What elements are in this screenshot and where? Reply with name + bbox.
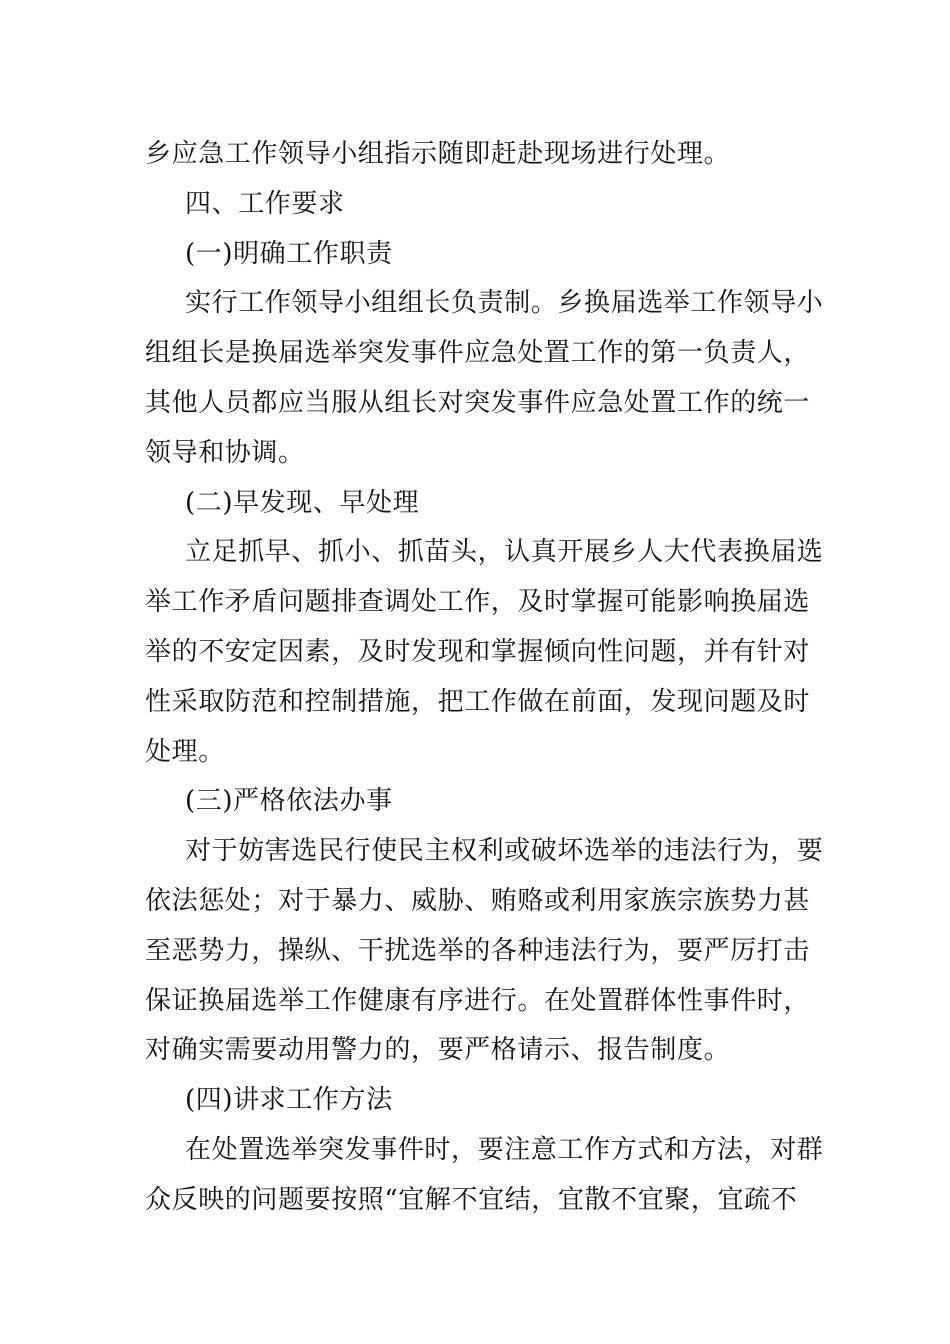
- paragraph-line: 举的不安定因素，及时发现和掌握倾向性问题，并有针对: [145, 636, 811, 667]
- paragraph-line: 对确实需要动用警力的，要严格请示、报告制度。: [145, 1035, 731, 1066]
- subsection-heading-4: (四)讲求工作方法: [185, 1085, 393, 1116]
- subsection-heading-3: (三)严格依法办事: [185, 786, 393, 817]
- paragraph-line: 举工作矛盾问题排查调处工作，及时掌握可能影响换届选: [145, 587, 811, 618]
- paragraph-line: 实行工作领导小组组长负责制。乡换届选举工作领导小: [185, 288, 824, 319]
- paragraph-line: 对于妨害选民行使民主权利或破坏选举的违法行为，要: [185, 836, 824, 867]
- paragraph-continuation-line: 乡应急工作领导小组指示随即赶赴现场进行处理。: [145, 139, 731, 169]
- paragraph-line: 组组长是换届选举突发事件应急处置工作的第一负责人，: [145, 338, 811, 369]
- paragraph-line: 处理。: [145, 736, 225, 767]
- paragraph-line: 领导和协调。: [145, 437, 305, 468]
- subsection-heading-1: (一)明确工作职责: [185, 238, 393, 269]
- paragraph-line: 保证换届选举工作健康有序进行。在处置群体性事件时，: [145, 985, 811, 1016]
- paragraph-line: 在处置选举突发事件时，要注意工作方式和方法，对群: [185, 1134, 824, 1165]
- paragraph-line: 至恶势力，操纵、干扰选举的各种违法行为，要严厉打击: [145, 935, 811, 966]
- document-body: [145, 130, 824, 1226]
- paragraph-line: 众反映的问题要按照“宜解不宜结，宜散不宜聚，宜疏不: [145, 1184, 798, 1215]
- paragraph-line: 性采取防范和控制措施，把工作做在前面，发现问题及时: [145, 686, 811, 717]
- paragraph-line: 依法惩处；对于暴力、威胁、贿赂或利用家族宗族势力甚: [145, 885, 811, 916]
- subsection-heading-2: (二)早发现、早处理: [185, 487, 420, 518]
- paragraph-line: 其他人员都应当服从组长对突发事件应急处置工作的统一: [145, 387, 811, 418]
- paragraph-line: 立足抓早、抓小、抓苗头，认真开展乡人大代表换届选: [185, 537, 824, 568]
- section-heading-work-requirements: 四、工作要求: [185, 188, 345, 219]
